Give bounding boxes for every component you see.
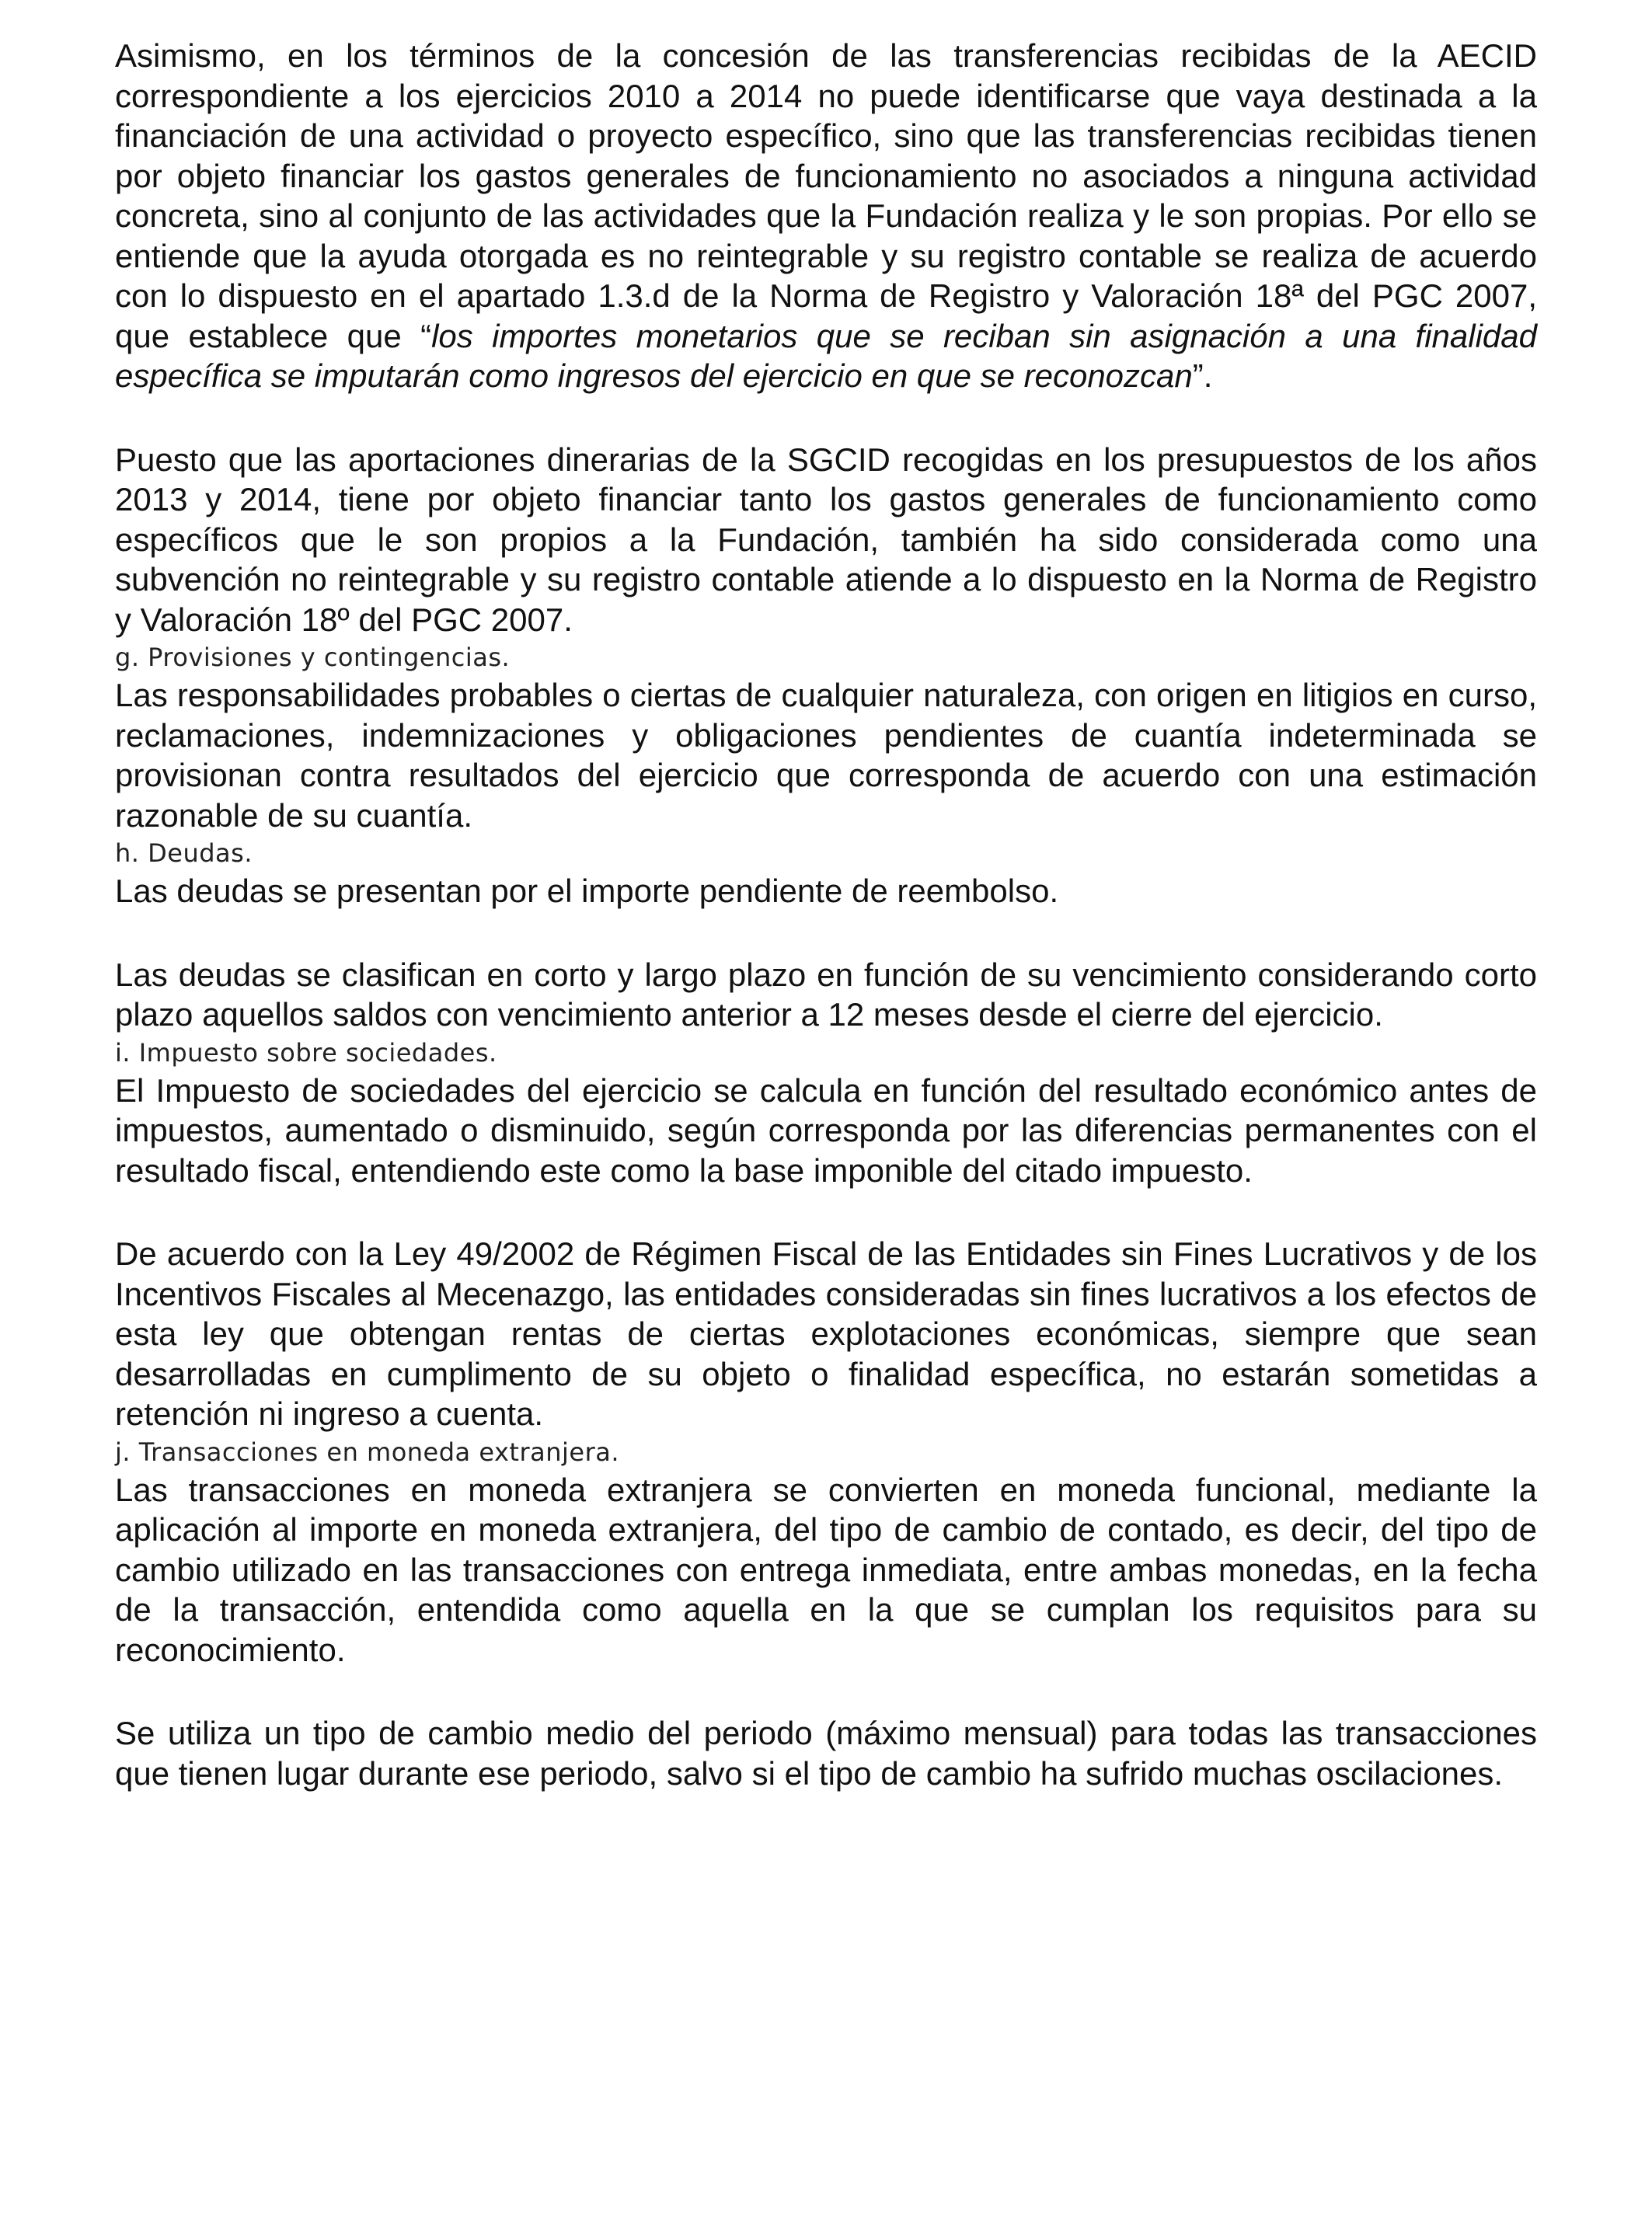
document-page [115,36,1537,1793]
paragraph-provisiones: Las responsabilidades probables o ciertas de cualquier naturaleza, con origen en litigios en curso, reclamaciones, indemnizaciones y obligaciones pendientes de cuantía indeterminada se provisionan contra resultados del ejercicio que corresponda de acuerdo con una estimación razonable de su cuantía. [115,677,1537,834]
paragraph-sgcid-contributions: Puesto que las aportaciones dinerarias de la SGCID recogidas en los presupuestos de los años 2013 y 2014, tiene por objeto financiar tanto los gastos generales de funcionamiento como específicos que le son propios a la Fundación, también ha sido considerada como una subvención no reintegrable y su registro contable atiende a lo dispuesto en la Norma de Registro y Valoración 18º del PGC 2007. [115,441,1537,638]
paragraph-deudas-2: Las deudas se clasifican en corto y largo plazo en función de su vencimiento considerando corto plazo aquellos saldos con vencimiento anterior a 12 meses desde el cierre del ejercicio. [115,956,1537,1033]
paragraph-text: Asimismo, en los términos de la concesión de las transferencias recibidas de la AECID correspondiente a los ejercicios 2010 a 2014 no puede identificarse que vaya destinada a la financiación de una actividad o proyecto específico, sino que las transferencias recibidas tienen por objeto financiar los gastos generales de funcionamiento no asociados a ninguna actividad concreta, sino al conjunto de las actividades que la Fundación realiza y le son propias. Por ello se entiende que la ayuda otorgada es no reintegrable y su registro contable se realiza de acuerdo con lo dispuesto en el apartado 1.3.d de la Norma de Registro y Valoración 18ª del PGC 2007, que establece que “ [115,37,1537,354]
paragraph-text-end: ”. [1192,357,1213,394]
section-heading-provisiones: g. Provisiones y contingencias. [115,643,511,672]
section-heading-deudas: h. Deudas. [115,838,253,868]
section-heading-transacciones: j. Transacciones en moneda extranjera. [115,1437,619,1467]
section-heading-impuesto: i. Impuesto sobre sociedades. [115,1037,497,1068]
paragraph-impuesto-2: De acuerdo con la Ley 49/2002 de Régimen Fiscal de las Entidades sin Fines Lucrativos y de los Incentivos Fiscales al Mecenazgo, las entidades consideradas sin fines lucrativos a los efectos de esta ley que obtengan rentas de ciertas explotaciones económicas, siempre que sean desarrolladas en cumplimento de su objeto o finalidad específica, no estarán sometidas a retención ni ingreso a cuenta. [115,1235,1537,1432]
paragraph-aecid-transfers [115,36,1537,396]
paragraph-transacciones-2: Se utiliza un tipo de cambio medio del periodo (máximo mensual) para todas las transacciones que tienen lugar durante ese periodo, salvo si el tipo de cambio ha sufrido muchas oscilaciones. [115,1715,1537,1792]
quoted-norm-text: los importes monetarios que se reciban sin asignación a una finalidad específica se imputarán como ingresos del ejercicio en que se reconozcan [115,317,1538,394]
paragraph-transacciones-1: Las transacciones en moneda extranjera se convierten en moneda funcional, mediante la aplicación al importe en moneda extranjera, del tipo de cambio de contado, es decir, del tipo de cambio utilizado en las transacciones con entrega inmediata, entre ambas monedas, en la fecha de la transacción, entendida como aquella en la que se cumplan los requisitos para su reconocimiento. [115,1471,1537,1668]
paragraph-impuesto-1: El Impuesto de sociedades del ejercicio se calcula en función del resultado económico antes de impuestos, aumentado o disminuido, según corresponda por las diferencias permanentes con el resultado fiscal, entendiendo este como la base imponible del citado impuesto. [115,1071,1537,1189]
paragraph-deudas-1: Las deudas se presentan por el importe pendiente de reembolso. [115,873,1059,909]
